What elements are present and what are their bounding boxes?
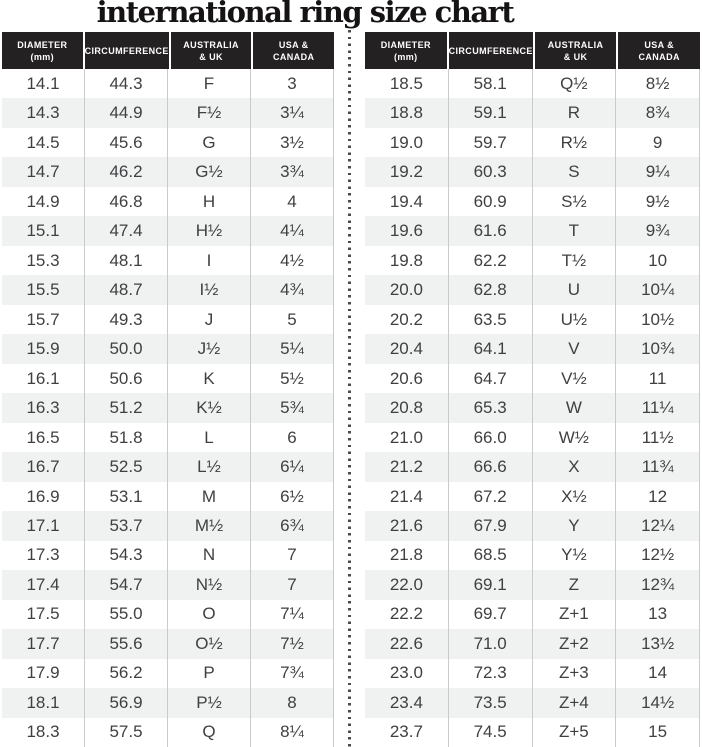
table-cell: 12¾ bbox=[616, 570, 700, 599]
table-cell: 19.0 bbox=[365, 128, 449, 157]
table-cell: 16.5 bbox=[2, 423, 85, 452]
table-cell: L½ bbox=[168, 452, 251, 481]
table-cell: 7 bbox=[251, 541, 334, 570]
table-cell: R½ bbox=[533, 128, 617, 157]
table-cell: 10¼ bbox=[616, 275, 700, 304]
table-cell: 22.6 bbox=[365, 629, 449, 658]
table-cell: 15.5 bbox=[2, 275, 85, 304]
table-cell: Z+3 bbox=[533, 659, 617, 688]
table-cell: 22.0 bbox=[365, 570, 449, 599]
table-row bbox=[365, 393, 700, 422]
table-cell: 65.3 bbox=[449, 393, 533, 422]
table-cell: 46.2 bbox=[85, 157, 168, 186]
table-cell: 8¼ bbox=[251, 718, 334, 747]
table-cell: 15.7 bbox=[2, 305, 85, 334]
table-cell: 51.2 bbox=[85, 393, 168, 422]
table-row bbox=[365, 541, 700, 570]
table-cell: 51.8 bbox=[85, 423, 168, 452]
table-row bbox=[2, 452, 334, 481]
table-cell: 71.0 bbox=[449, 629, 533, 658]
table-cell: Z bbox=[533, 570, 617, 599]
header-cell-usa-canada bbox=[253, 32, 334, 69]
table-cell: 15.9 bbox=[2, 334, 85, 363]
table-cell: 6½ bbox=[251, 482, 334, 511]
table-cell: 13½ bbox=[616, 629, 700, 658]
table-cell: 14.1 bbox=[2, 69, 85, 98]
table-cell: 50.6 bbox=[85, 364, 168, 393]
table-cell: 14.9 bbox=[2, 187, 85, 216]
header-label: CIRCUMFERENCE bbox=[448, 45, 533, 56]
table-cell: V½ bbox=[533, 364, 617, 393]
table-row bbox=[365, 688, 700, 717]
table-cell: 12¼ bbox=[616, 511, 700, 540]
table-cell: 46.8 bbox=[85, 187, 168, 216]
table-cell: 54.7 bbox=[85, 570, 168, 599]
table-cell: 20.6 bbox=[365, 364, 449, 393]
header-label: CANADA bbox=[638, 51, 680, 62]
table-cell: 4¾ bbox=[251, 275, 334, 304]
header-label: AUSTRALIA bbox=[183, 39, 239, 50]
table-cell: 7½ bbox=[251, 629, 334, 658]
table-row bbox=[365, 98, 700, 127]
table-cell: 14.3 bbox=[2, 98, 85, 127]
header-cell-circumference bbox=[449, 32, 533, 69]
table-cell: 17.9 bbox=[2, 659, 85, 688]
table-cell: 21.6 bbox=[365, 511, 449, 540]
table-cell: 8½ bbox=[616, 69, 700, 98]
table-cell: 64.7 bbox=[449, 364, 533, 393]
table-cell: 47.4 bbox=[85, 216, 168, 245]
table-cell: 17.7 bbox=[2, 629, 85, 658]
table-cell: 64.1 bbox=[449, 334, 533, 363]
table-cell: 53.7 bbox=[85, 511, 168, 540]
table-cell: 44.9 bbox=[85, 98, 168, 127]
table-row bbox=[2, 334, 334, 363]
table-cell: F½ bbox=[168, 98, 251, 127]
table-cell: O bbox=[168, 600, 251, 629]
table-cell: 15.3 bbox=[2, 246, 85, 275]
table-cell: 50.0 bbox=[85, 334, 168, 363]
table-cell: 9¼ bbox=[616, 157, 700, 186]
table-row bbox=[2, 629, 334, 658]
table-cell: 21.2 bbox=[365, 452, 449, 481]
table-cell: K½ bbox=[168, 393, 251, 422]
table-cell: 15 bbox=[616, 718, 700, 747]
table-cell: 61.6 bbox=[449, 216, 533, 245]
table-row bbox=[365, 305, 700, 334]
table-cell: 56.2 bbox=[85, 659, 168, 688]
table-cell: Q bbox=[168, 718, 251, 747]
table-cell: 17.1 bbox=[2, 511, 85, 540]
table-cell: 57.5 bbox=[85, 718, 168, 747]
table-row bbox=[365, 511, 700, 540]
table-row bbox=[2, 187, 334, 216]
table-cell: 66.6 bbox=[449, 452, 533, 481]
table-row bbox=[365, 128, 700, 157]
header-cell-australia-uk bbox=[171, 32, 252, 69]
table-cell: 56.9 bbox=[85, 688, 168, 717]
table-row bbox=[2, 157, 334, 186]
table-row bbox=[365, 246, 700, 275]
table-body bbox=[2, 69, 334, 747]
table-cell: 7¾ bbox=[251, 659, 334, 688]
table-cell: 23.0 bbox=[365, 659, 449, 688]
table-cell: 67.9 bbox=[449, 511, 533, 540]
table-row bbox=[365, 482, 700, 511]
page-title: international ring size chart bbox=[96, 0, 514, 29]
ring-size-table-left bbox=[2, 32, 334, 747]
header-cell-diameter bbox=[365, 32, 447, 69]
table-cell: 14½ bbox=[616, 688, 700, 717]
table-cell: 18.3 bbox=[2, 718, 85, 747]
table-cell: M½ bbox=[168, 511, 251, 540]
table-cell: 6¼ bbox=[251, 452, 334, 481]
table-cell: 53.1 bbox=[85, 482, 168, 511]
table-cell: 10½ bbox=[616, 305, 700, 334]
table-cell: 14.5 bbox=[2, 128, 85, 157]
table-cell: 8 bbox=[251, 688, 334, 717]
table-cell: 17.3 bbox=[2, 541, 85, 570]
table-row bbox=[2, 98, 334, 127]
table-cell: W bbox=[533, 393, 617, 422]
table-cell: R bbox=[533, 98, 617, 127]
table-cell: 21.0 bbox=[365, 423, 449, 452]
table-row bbox=[2, 570, 334, 599]
table-cell: 12½ bbox=[616, 541, 700, 570]
table-row bbox=[365, 187, 700, 216]
header-label: & UK bbox=[199, 51, 223, 62]
table-cell: Z+4 bbox=[533, 688, 617, 717]
table-cell: 14.7 bbox=[2, 157, 85, 186]
table-row bbox=[365, 600, 700, 629]
table-row bbox=[2, 364, 334, 393]
table-cell: 63.5 bbox=[449, 305, 533, 334]
table-cell: 59.7 bbox=[449, 128, 533, 157]
header-cell-usa-canada bbox=[618, 32, 700, 69]
table-cell: 12 bbox=[616, 482, 700, 511]
table-cell: Q½ bbox=[533, 69, 617, 98]
table-cell: N½ bbox=[168, 570, 251, 599]
table-cell: 62.8 bbox=[449, 275, 533, 304]
table-row bbox=[2, 69, 334, 98]
table-cell: Z+5 bbox=[533, 718, 617, 747]
table-cell: J½ bbox=[168, 334, 251, 363]
table-cell: 20.8 bbox=[365, 393, 449, 422]
table-cell: 9¾ bbox=[616, 216, 700, 245]
table-cell: 6 bbox=[251, 423, 334, 452]
table-cell: 11½ bbox=[616, 423, 700, 452]
table-cell: 62.2 bbox=[449, 246, 533, 275]
table-cell: O½ bbox=[168, 629, 251, 658]
table-row bbox=[2, 659, 334, 688]
table-cell: Y½ bbox=[533, 541, 617, 570]
table-cell: Z+2 bbox=[533, 629, 617, 658]
table-cell: 74.5 bbox=[449, 718, 533, 747]
header-cell-diameter bbox=[2, 32, 83, 69]
table-cell: I bbox=[168, 246, 251, 275]
table-row bbox=[2, 541, 334, 570]
table-cell: 52.5 bbox=[85, 452, 168, 481]
table-row bbox=[365, 157, 700, 186]
table-cell: 69.7 bbox=[449, 600, 533, 629]
header-label: USA & bbox=[278, 39, 309, 50]
table-row bbox=[365, 629, 700, 658]
table-cell: 9 bbox=[616, 128, 700, 157]
header-label: (mm) bbox=[30, 51, 55, 62]
table-cell: 58.1 bbox=[449, 69, 533, 98]
table-cell: 17.5 bbox=[2, 600, 85, 629]
table-cell: I½ bbox=[168, 275, 251, 304]
table-row bbox=[2, 718, 334, 747]
header-label: CIRCUMFERENCE bbox=[84, 45, 169, 56]
table-cell: 18.1 bbox=[2, 688, 85, 717]
table-cell: U½ bbox=[533, 305, 617, 334]
table-cell: 10 bbox=[616, 246, 700, 275]
table-cell: 3 bbox=[251, 69, 334, 98]
table-cell: 3¾ bbox=[251, 157, 334, 186]
table-row bbox=[365, 334, 700, 363]
table-cell: H bbox=[168, 187, 251, 216]
table-cell: M bbox=[168, 482, 251, 511]
table-cell: 6¾ bbox=[251, 511, 334, 540]
table-cell: 4½ bbox=[251, 246, 334, 275]
header-label: DIAMETER bbox=[17, 39, 68, 50]
table-cell: 19.4 bbox=[365, 187, 449, 216]
table-cell: T½ bbox=[533, 246, 617, 275]
table-row bbox=[365, 718, 700, 747]
table-cell: 19.6 bbox=[365, 216, 449, 245]
table-cell: 44.3 bbox=[85, 69, 168, 98]
table-cell: 5 bbox=[251, 305, 334, 334]
table-cell: 14 bbox=[616, 659, 700, 688]
table-header bbox=[365, 32, 700, 69]
table-cell: 19.2 bbox=[365, 157, 449, 186]
table-cell: 5¾ bbox=[251, 393, 334, 422]
table-row bbox=[365, 216, 700, 245]
table-cell: 20.0 bbox=[365, 275, 449, 304]
table-cell: 11¾ bbox=[616, 452, 700, 481]
table-body bbox=[365, 69, 700, 747]
table-cell: 22.2 bbox=[365, 600, 449, 629]
ring-size-table-right bbox=[365, 32, 700, 747]
table-cell: 48.7 bbox=[85, 275, 168, 304]
table-row bbox=[2, 128, 334, 157]
table-cell: K bbox=[168, 364, 251, 393]
table-cell: 23.4 bbox=[365, 688, 449, 717]
table-cell: 11¼ bbox=[616, 393, 700, 422]
table-cell: Y bbox=[533, 511, 617, 540]
table-cell: 21.8 bbox=[365, 541, 449, 570]
table-cell: U bbox=[533, 275, 617, 304]
table-header bbox=[2, 32, 334, 69]
table-row bbox=[365, 423, 700, 452]
table-cell: 5¼ bbox=[251, 334, 334, 363]
dotted-divider bbox=[348, 30, 351, 747]
table-cell: 54.3 bbox=[85, 541, 168, 570]
table-row bbox=[2, 511, 334, 540]
table-cell: T bbox=[533, 216, 617, 245]
header-label: DIAMETER bbox=[380, 39, 431, 50]
table-cell: 23.7 bbox=[365, 718, 449, 747]
table-cell: 21.4 bbox=[365, 482, 449, 511]
table-cell: 67.2 bbox=[449, 482, 533, 511]
table-cell: S bbox=[533, 157, 617, 186]
table-cell: 20.2 bbox=[365, 305, 449, 334]
table-cell: 55.0 bbox=[85, 600, 168, 629]
header-cell-australia-uk bbox=[535, 32, 617, 69]
table-cell: 16.9 bbox=[2, 482, 85, 511]
table-cell: 16.1 bbox=[2, 364, 85, 393]
table-cell: 10¾ bbox=[616, 334, 700, 363]
table-cell: Z+1 bbox=[533, 600, 617, 629]
table-cell: 13 bbox=[616, 600, 700, 629]
table-cell: 18.8 bbox=[365, 98, 449, 127]
table-cell: 19.8 bbox=[365, 246, 449, 275]
table-row bbox=[365, 452, 700, 481]
table-cell: W½ bbox=[533, 423, 617, 452]
table-cell: G½ bbox=[168, 157, 251, 186]
table-row bbox=[2, 275, 334, 304]
header-label: USA & bbox=[644, 39, 675, 50]
table-row bbox=[365, 570, 700, 599]
table-row bbox=[365, 69, 700, 98]
table-row bbox=[365, 364, 700, 393]
table-cell: 9½ bbox=[616, 187, 700, 216]
table-row bbox=[2, 688, 334, 717]
table-cell: 68.5 bbox=[449, 541, 533, 570]
table-cell: V bbox=[533, 334, 617, 363]
table-cell: F bbox=[168, 69, 251, 98]
table-cell: S½ bbox=[533, 187, 617, 216]
table-cell: 17.4 bbox=[2, 570, 85, 599]
header-label: AUSTRALIA bbox=[547, 39, 604, 50]
table-cell: 48.1 bbox=[85, 246, 168, 275]
table-cell: 3¼ bbox=[251, 98, 334, 127]
table-cell: 20.4 bbox=[365, 334, 449, 363]
table-cell: 4¼ bbox=[251, 216, 334, 245]
table-cell: 59.1 bbox=[449, 98, 533, 127]
table-cell: 15.1 bbox=[2, 216, 85, 245]
table-cell: 5½ bbox=[251, 364, 334, 393]
table-cell: 16.7 bbox=[2, 452, 85, 481]
table-cell: 60.9 bbox=[449, 187, 533, 216]
table-cell: 66.0 bbox=[449, 423, 533, 452]
table-cell: 49.3 bbox=[85, 305, 168, 334]
table-cell: L bbox=[168, 423, 251, 452]
table-cell: J bbox=[168, 305, 251, 334]
table-cell: 73.5 bbox=[449, 688, 533, 717]
table-cell: 3½ bbox=[251, 128, 334, 157]
table-cell: 72.3 bbox=[449, 659, 533, 688]
table-cell: 45.6 bbox=[85, 128, 168, 157]
table-cell: 60.3 bbox=[449, 157, 533, 186]
header-label: (mm) bbox=[393, 51, 418, 62]
table-row bbox=[2, 305, 334, 334]
table-cell: 4 bbox=[251, 187, 334, 216]
table-cell: 7 bbox=[251, 570, 334, 599]
header-cell-circumference bbox=[85, 32, 169, 69]
table-cell: 69.1 bbox=[449, 570, 533, 599]
table-cell: 8¾ bbox=[616, 98, 700, 127]
table-cell: X bbox=[533, 452, 617, 481]
table-cell: N bbox=[168, 541, 251, 570]
header-label: CANADA bbox=[272, 51, 315, 62]
table-row bbox=[365, 659, 700, 688]
table-cell: H½ bbox=[168, 216, 251, 245]
table-row bbox=[2, 600, 334, 629]
table-row bbox=[365, 275, 700, 304]
table-row bbox=[2, 482, 334, 511]
table-row bbox=[2, 423, 334, 452]
table-cell: 11 bbox=[616, 364, 700, 393]
header-label: & UK bbox=[563, 51, 588, 62]
table-cell: P bbox=[168, 659, 251, 688]
table-cell: 16.3 bbox=[2, 393, 85, 422]
table-row bbox=[2, 246, 334, 275]
table-cell: 18.5 bbox=[365, 69, 449, 98]
table-cell: 7¼ bbox=[251, 600, 334, 629]
table-cell: X½ bbox=[533, 482, 617, 511]
table-cell: G bbox=[168, 128, 251, 157]
table-row bbox=[2, 393, 334, 422]
table-row bbox=[2, 216, 334, 245]
table-cell: 55.6 bbox=[85, 629, 168, 658]
table-cell: P½ bbox=[168, 688, 251, 717]
